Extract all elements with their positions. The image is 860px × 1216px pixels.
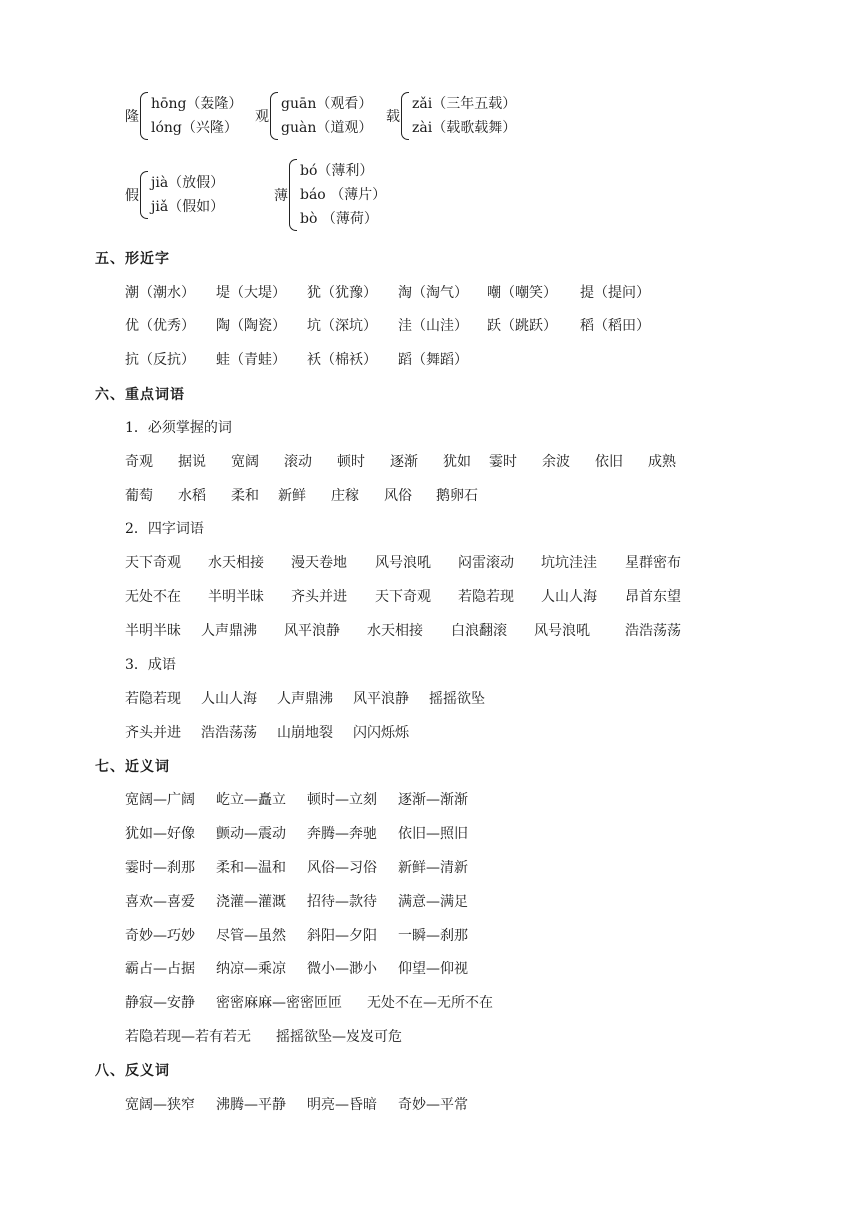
- word-item: 霎时: [489, 454, 517, 470]
- word-item: 人山人海: [201, 691, 257, 707]
- word-item: 柔和: [231, 488, 259, 504]
- word-item: 优（优秀）: [125, 318, 195, 334]
- word-item: 水天相接: [208, 555, 264, 571]
- brace-icon: [270, 92, 278, 140]
- poly-reading: bò （薄荷）: [300, 211, 378, 227]
- word-item: 坑坑洼洼: [541, 555, 597, 571]
- word-item: 犹如: [443, 454, 471, 470]
- word-item: 犹如—好像: [125, 826, 195, 842]
- word-item: 浩浩荡荡: [625, 623, 681, 639]
- word-item: 若隐若现—若有若无: [125, 1029, 251, 1045]
- word-item: 一瞬—刹那: [398, 928, 468, 944]
- word-item: 顿时: [337, 454, 365, 470]
- word-item: 奇观: [125, 454, 153, 470]
- word-item: 半明半昧: [208, 589, 264, 605]
- word-item: 明亮—昏暗: [307, 1097, 377, 1113]
- word-item: 奔腾—奔驰: [307, 826, 377, 842]
- word-item: 顿时—立刻: [307, 792, 377, 808]
- word-item: 稻（稻田）: [580, 318, 650, 334]
- word-item: 霎时—刹那: [125, 860, 195, 876]
- word-item: 漫天卷地: [291, 555, 347, 571]
- word-item: 抗（反抗）: [125, 352, 195, 368]
- polyphone-bao: [274, 159, 386, 231]
- word-item: 成熟: [648, 454, 676, 470]
- word-item: 葡萄: [125, 488, 153, 504]
- word-item: 微小—渺小: [307, 961, 377, 977]
- word-item: 风俗: [384, 488, 412, 504]
- word-item: 陶（陶瓷）: [216, 318, 286, 334]
- word-item: 新鲜: [278, 488, 306, 504]
- word-item: 洼（山洼）: [398, 318, 468, 334]
- word-item: 柔和—温和: [216, 860, 286, 876]
- word-item: 霸占—占据: [125, 961, 195, 977]
- subsection-title: 2．四字词语: [125, 521, 204, 537]
- section-title: 八、反义词: [95, 1063, 170, 1079]
- brace-icon: [140, 171, 148, 219]
- word-item: 斜阳—夕阳: [307, 928, 377, 944]
- word-item: 宽阔: [231, 454, 259, 470]
- word-item: 天下奇观: [125, 555, 181, 571]
- word-item: 风俗—习俗: [307, 860, 377, 876]
- word-item: 仰望—仰视: [398, 961, 468, 977]
- polyphone-guan: [255, 92, 372, 140]
- poly-reading: guàn（道观）: [281, 120, 373, 136]
- word-item: 犹（犹豫）: [307, 285, 377, 301]
- poly-reading: báo （薄片）: [300, 187, 387, 203]
- poly-reading: jià（放假）: [151, 175, 225, 191]
- word-item: 风号浪吼: [375, 555, 431, 571]
- word-item: 潮（潮水）: [125, 285, 195, 301]
- poly-char: 观: [255, 109, 269, 125]
- brace-icon: [289, 159, 297, 231]
- brace-icon: [401, 92, 409, 140]
- word-item: 据说: [178, 454, 206, 470]
- word-item: 人声鼎沸: [277, 691, 333, 707]
- word-item: 人声鼎沸: [201, 623, 257, 639]
- word-item: 昂首东望: [625, 589, 681, 605]
- word-item: 尽管—虽然: [216, 928, 286, 944]
- word-item: 密密麻麻—密密匝匝: [216, 995, 342, 1011]
- word-item: 风平浪静: [353, 691, 409, 707]
- word-item: 摇摇欲坠—岌岌可危: [276, 1029, 402, 1045]
- word-item: 蛙（青蛙）: [216, 352, 286, 368]
- word-item: 若隐若现: [458, 589, 514, 605]
- word-item: 嘲（嘲笑）: [487, 285, 557, 301]
- word-item: 水天相接: [367, 623, 423, 639]
- polyphone-jia: [125, 171, 224, 219]
- word-item: 无处不在—无所不在: [367, 995, 493, 1011]
- word-item: 天下奇观: [375, 589, 431, 605]
- word-item: 跃（跳跃）: [487, 318, 557, 334]
- word-item: 浇灌—灌溉: [216, 894, 286, 910]
- word-item: 招待—款待: [307, 894, 377, 910]
- word-item: 鹅卵石: [436, 488, 478, 504]
- poly-reading: jiǎ（假如）: [151, 199, 225, 215]
- word-item: 齐头并进: [291, 589, 347, 605]
- word-item: 宽阔—狭窄: [125, 1097, 195, 1113]
- word-item: 依旧: [595, 454, 623, 470]
- poly-reading: zǎi（三年五载）: [412, 96, 517, 112]
- poly-char: 假: [125, 188, 139, 204]
- poly-reading: zài（载歌载舞）: [412, 120, 517, 136]
- poly-reading: hōng（轰隆）: [151, 96, 243, 112]
- word-item: 浩浩荡荡: [201, 725, 257, 741]
- word-item: 齐头并进: [125, 725, 181, 741]
- polyphone-zai: [386, 92, 516, 140]
- word-item: 喜欢—喜爱: [125, 894, 195, 910]
- word-item: 静寂—安静: [125, 995, 195, 1011]
- word-item: 山崩地裂: [277, 725, 333, 741]
- word-item: 蹈（舞蹈）: [398, 352, 468, 368]
- word-item: 人山人海: [541, 589, 597, 605]
- word-item: 袄（棉袄）: [307, 352, 377, 368]
- word-item: 若隐若现: [125, 691, 181, 707]
- poly-char: 载: [386, 109, 400, 125]
- subsection-title: 3．成语: [125, 657, 176, 673]
- word-item: 白浪翻滚: [451, 623, 507, 639]
- word-item: 屹立—矗立: [216, 792, 286, 808]
- word-item: 堤（大堤）: [216, 285, 286, 301]
- word-item: 风号浪吼: [534, 623, 590, 639]
- word-item: 宽阔—广阔: [125, 792, 195, 808]
- section-title: 七、近义词: [95, 759, 170, 775]
- polyphone-long: [125, 92, 242, 140]
- word-item: 庄稼: [331, 488, 359, 504]
- brace-icon: [140, 92, 148, 140]
- word-item: 闷雷滚动: [458, 555, 514, 571]
- word-item: 无处不在: [125, 589, 181, 605]
- word-item: 水稻: [178, 488, 206, 504]
- word-item: 风平浪静: [284, 623, 340, 639]
- word-item: 余波: [542, 454, 570, 470]
- poly-reading: bó（薄利）: [300, 163, 374, 179]
- poly-reading: guān（观看）: [281, 96, 373, 112]
- word-item: 摇摇欲坠: [429, 691, 485, 707]
- word-item: 滚动: [284, 454, 312, 470]
- word-item: 半明半昧: [125, 623, 181, 639]
- word-item: 颤动—震动: [216, 826, 286, 842]
- word-item: 星群密布: [625, 555, 681, 571]
- word-item: 奇妙—平常: [398, 1097, 468, 1113]
- section-title: 六、重点词语: [95, 387, 185, 403]
- word-item: 奇妙—巧妙: [125, 928, 195, 944]
- word-item: 依旧—照旧: [398, 826, 468, 842]
- word-item: 坑（深坑）: [307, 318, 377, 334]
- word-item: 提（提问）: [580, 285, 650, 301]
- word-item: 新鲜—清新: [398, 860, 468, 876]
- word-item: 淘（淘气）: [398, 285, 468, 301]
- poly-char: 隆: [125, 109, 139, 125]
- section-title: 五、形近字: [95, 251, 170, 267]
- poly-char: 薄: [274, 188, 288, 204]
- word-item: 满意—满足: [398, 894, 468, 910]
- word-item: 逐渐—渐渐: [398, 792, 468, 808]
- word-item: 沸腾—平静: [216, 1097, 286, 1113]
- subsection-title: 1．必须掌握的词: [125, 420, 232, 436]
- poly-reading: lóng（兴隆）: [151, 120, 238, 136]
- word-item: 逐渐: [390, 454, 418, 470]
- word-item: 纳凉—乘凉: [216, 961, 286, 977]
- word-item: 闪闪烁烁: [353, 725, 409, 741]
